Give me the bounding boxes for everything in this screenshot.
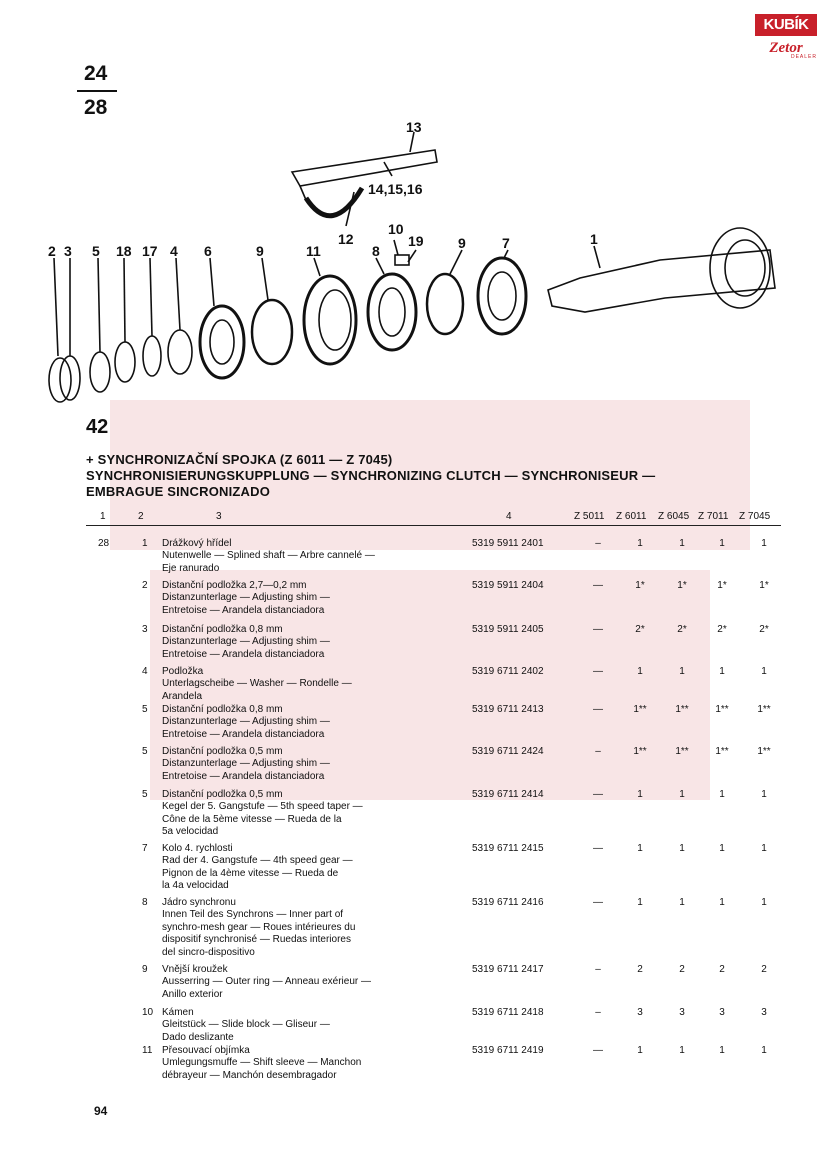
ring-3 xyxy=(60,356,80,400)
label-10: 10 xyxy=(388,221,404,237)
row-qty: 1 xyxy=(637,843,643,854)
row-position: 5 xyxy=(142,746,148,757)
row-part-number: 5319 6711 2413 xyxy=(472,704,544,715)
label-19: 19 xyxy=(408,233,424,249)
row-description-line: Unterlagscheibe — Washer — Rondelle — xyxy=(162,678,352,690)
gear-6 xyxy=(200,306,244,378)
row-qty: 1** xyxy=(757,746,771,757)
row-part-number: 5319 6711 2414 xyxy=(472,789,544,800)
row-description-line: dispositif synchronisé — Ruedas interiores xyxy=(162,934,351,946)
row-description-line: Innen Teil des Synchrons — Inner part of xyxy=(162,909,344,921)
label-4: 4 xyxy=(170,243,178,259)
splined-shaft xyxy=(548,250,775,312)
row-description-line: Gleitstück — Slide block — Gliseur — xyxy=(162,1019,330,1031)
label-13: 13 xyxy=(406,119,422,135)
row-qty: 2 xyxy=(719,964,725,975)
row-qty: 1** xyxy=(675,746,689,757)
row-description-line: Cône de la 5ème vitesse — Rueda de la xyxy=(162,813,342,825)
row-description-line: del sincro-dispositivo xyxy=(162,946,255,958)
title-line-3: EMBRAGUE SINCRONIZADO xyxy=(86,484,271,499)
kubik-zetor-logo xyxy=(755,14,817,72)
row-description-line: Umlegungsmuffe — Shift sleeve — Manchon xyxy=(162,1057,362,1069)
row-description-line: Distanční podložka 0,5 mm xyxy=(162,746,283,757)
row-description-line: la 4a velocidad xyxy=(162,880,229,892)
row-qty: 1 xyxy=(679,897,685,908)
col-header-4: 4 xyxy=(506,511,512,522)
row-description-line: Nutenwelle — Splined shaft — Arbre cannelé — xyxy=(162,550,375,562)
label-9b: 9 xyxy=(458,235,466,251)
row-qty: 1 xyxy=(761,897,767,908)
row-description-line: Entretoise — Arandela distanciadora xyxy=(162,604,325,616)
row-qty: 1 xyxy=(719,843,725,854)
row-qty: 3 xyxy=(719,1007,725,1018)
row-qty: 1 xyxy=(637,897,643,908)
row-qty: 1 xyxy=(637,789,643,800)
ring-17 xyxy=(143,336,161,376)
washer-4 xyxy=(168,330,192,374)
row-description-line: débrayeur — Manchón desembragador xyxy=(162,1069,337,1081)
row-position: 7 xyxy=(142,843,148,854)
row-qty: 1 xyxy=(637,538,643,549)
shift-sleeve-11 xyxy=(304,276,356,364)
label-18: 18 xyxy=(116,243,132,259)
row-description-line: Jádro synchronu xyxy=(162,897,236,908)
row-description-line: Přesouvací objímka xyxy=(162,1045,250,1056)
header-rule xyxy=(86,525,781,526)
row-description-line: Pignon de la 4ème vitesse — Rueda de xyxy=(162,867,339,879)
row-description-line: Eje ranurado xyxy=(162,562,220,574)
row-qty: 2* xyxy=(717,624,727,635)
row-qty: 1 xyxy=(719,789,725,800)
row-description-line: Distanční podložka 0,8 mm xyxy=(162,624,283,635)
row-group-ref: 28 xyxy=(98,538,110,549)
row-part-number: 5319 6711 2416 xyxy=(472,897,544,908)
row-qty: 2 xyxy=(679,964,685,975)
row-part-number: 5319 6711 2402 xyxy=(472,666,544,677)
logo-kubik: KUBÍK xyxy=(755,14,817,36)
label-1: 1 xyxy=(590,231,598,247)
title-line-1: + SYNCHRONIZAČNÍ SPOJKA (Z 6011 — Z 7045) xyxy=(86,452,393,467)
row-qty: 1 xyxy=(679,538,685,549)
gear-7 xyxy=(478,258,526,334)
row-description-line: Dado deslizante xyxy=(162,1031,234,1043)
synchro-core-8 xyxy=(368,274,416,350)
row-description-line: Rad der 4. Gangstufe — 4th speed gear — xyxy=(162,855,353,867)
row-description-line: Distanzunterlage — Adjusting shim — xyxy=(162,716,330,728)
col-header-z7011: Z 7011 xyxy=(698,511,729,522)
shim-5 xyxy=(90,352,110,392)
row-description-line: 5a velocidad xyxy=(162,826,219,838)
row-description-line: Anillo exterior xyxy=(162,988,223,1000)
row-qty: 1 xyxy=(719,1045,725,1056)
label-8: 8 xyxy=(372,243,380,259)
row-description-line: Distanzunterlage — Adjusting shim — xyxy=(162,592,330,604)
row-part-number: 5319 6711 2417 xyxy=(472,964,544,975)
label-5: 5 xyxy=(92,243,100,259)
outer-ring-9a xyxy=(252,300,292,364)
row-qty: — xyxy=(593,897,603,908)
row-qty: 3 xyxy=(637,1007,643,1018)
row-description-line: Distanční podložka 2,7—0,2 mm xyxy=(162,580,307,591)
label-6: 6 xyxy=(204,243,212,259)
ref-top: 24 xyxy=(84,62,108,85)
row-qty: 1 xyxy=(761,538,767,549)
col-header-1: 1 xyxy=(100,511,106,522)
row-qty: 1 xyxy=(761,843,767,854)
row-part-number: 5319 5911 2405 xyxy=(472,624,544,635)
col-header-2: 2 xyxy=(138,511,144,522)
row-qty: 1 xyxy=(637,1045,643,1056)
row-description-line: Entretoise — Arandela distanciadora xyxy=(162,770,325,782)
row-position: 10 xyxy=(142,1007,154,1018)
row-qty: 1 xyxy=(679,843,685,854)
row-qty: – xyxy=(595,1007,601,1018)
row-qty: 1 xyxy=(761,666,767,677)
col-header-z6011: Z 6011 xyxy=(616,511,647,522)
row-qty: 3 xyxy=(761,1007,767,1018)
row-description-line: Arandela xyxy=(162,690,203,702)
row-qty: 2* xyxy=(635,624,645,635)
row-description-line: Drážkový hřídel xyxy=(162,538,232,549)
row-description-line: Entretoise — Arandela distanciadora xyxy=(162,648,325,660)
label-3: 3 xyxy=(64,243,72,259)
row-description-line: Kolo 4. rychlosti xyxy=(162,843,233,854)
col-header-z6045: Z 6045 xyxy=(658,511,690,522)
row-description-line: Podložka xyxy=(162,666,204,677)
row-qty: 1 xyxy=(637,666,643,677)
row-qty: — xyxy=(593,580,603,591)
figure-number: 42 xyxy=(86,416,109,438)
ref-divider xyxy=(77,90,117,92)
row-part-number: 5319 5911 2401 xyxy=(472,538,544,549)
row-qty: – xyxy=(595,746,601,757)
row-position: 4 xyxy=(142,666,148,677)
row-qty: 2 xyxy=(761,964,767,975)
col-header-z7045: Z 7045 xyxy=(739,511,771,522)
row-qty: 2 xyxy=(637,964,643,975)
row-qty: 1 xyxy=(761,1045,767,1056)
row-qty: — xyxy=(593,624,603,635)
row-part-number: 5319 6711 2424 xyxy=(472,746,544,757)
row-part-number: 5319 6711 2419 xyxy=(472,1045,544,1056)
row-description-line: Entretoise — Arandela distanciadora xyxy=(162,728,325,740)
row-qty: 1 xyxy=(679,1045,685,1056)
row-qty: 1** xyxy=(715,704,729,715)
row-qty: 1* xyxy=(677,580,687,591)
row-position: 3 xyxy=(142,624,148,635)
row-qty: 1** xyxy=(633,746,647,757)
ref-bottom: 28 xyxy=(84,96,108,119)
label-11: 11 xyxy=(306,243,321,259)
row-qty: – xyxy=(595,538,601,549)
row-position: 8 xyxy=(142,897,148,908)
row-qty: 1 xyxy=(719,666,725,677)
row-qty: 1 xyxy=(719,538,725,549)
row-position: 11 xyxy=(142,1045,153,1056)
row-description-line: Vnější kroužek xyxy=(162,964,228,975)
shim-18 xyxy=(115,342,135,382)
label-17: 17 xyxy=(142,243,158,259)
page-number: 94 xyxy=(94,1104,108,1118)
row-position: 5 xyxy=(142,704,148,715)
row-description-line: Distanční podložka 0,8 mm xyxy=(162,704,283,715)
label-14-15-16: 14,15,16 xyxy=(368,181,423,197)
row-description-line: Distanzunterlage — Adjusting shim — xyxy=(162,758,330,770)
row-qty: 1** xyxy=(757,704,771,715)
row-description-line: Kámen xyxy=(162,1007,194,1018)
label-12: 12 xyxy=(338,231,354,247)
row-description-line: Ausserring — Outer ring — Anneau exérieur — xyxy=(162,976,371,988)
row-part-number: 5319 5911 2404 xyxy=(472,580,544,591)
title-line-2: SYNCHRONISIERUNGSKUPPLUNG — SYNCHRONIZING CLUTCH — SYNCHRONISEUR — xyxy=(86,468,656,483)
row-part-number: 5319 6711 2415 xyxy=(472,843,544,854)
row-description-line: Kegel der 5. Gangstufe — 5th speed taper — xyxy=(162,801,363,813)
outer-ring-9b xyxy=(427,274,463,334)
row-qty: — xyxy=(593,666,603,677)
row-qty: — xyxy=(593,704,603,715)
row-qty: 1* xyxy=(717,580,727,591)
row-qty: 1* xyxy=(635,580,645,591)
row-qty: 2* xyxy=(677,624,687,635)
row-position: 1 xyxy=(142,538,148,549)
row-qty: — xyxy=(593,1045,603,1056)
label-2: 2 xyxy=(48,243,56,259)
row-qty: 1 xyxy=(761,789,767,800)
row-qty: 1** xyxy=(633,704,647,715)
row-qty: 2* xyxy=(759,624,769,635)
logo-dealer: DEALER xyxy=(790,54,817,60)
row-qty: 3 xyxy=(679,1007,685,1018)
row-qty: – xyxy=(595,964,601,975)
row-position: 5 xyxy=(142,789,148,800)
col-header-z5011: Z 5011 xyxy=(574,511,605,522)
row-qty: 1 xyxy=(719,897,725,908)
row-qty: 1** xyxy=(675,704,689,715)
label-9a: 9 xyxy=(256,243,264,259)
row-qty: — xyxy=(593,843,603,854)
exploded-parts-diagram xyxy=(0,110,826,410)
row-description-line: Distanzunterlage — Adjusting shim — xyxy=(162,636,330,648)
row-position: 9 xyxy=(142,964,148,975)
row-qty: — xyxy=(593,789,603,800)
row-qty: 1 xyxy=(679,789,685,800)
label-7: 7 xyxy=(502,235,510,251)
col-header-3: 3 xyxy=(216,511,222,522)
row-description-line: Distanční podložka 0,5 mm xyxy=(162,789,283,800)
row-qty: 1 xyxy=(679,666,685,677)
row-description-line: synchro-mesh gear — Roues intérieures du xyxy=(162,921,356,933)
row-position: 2 xyxy=(142,580,148,591)
logo-zetor: Zetor xyxy=(769,40,803,56)
slide-block-10 xyxy=(395,255,409,265)
row-part-number: 5319 6711 2418 xyxy=(472,1007,544,1018)
row-qty: 1** xyxy=(715,746,729,757)
row-qty: 1* xyxy=(759,580,769,591)
